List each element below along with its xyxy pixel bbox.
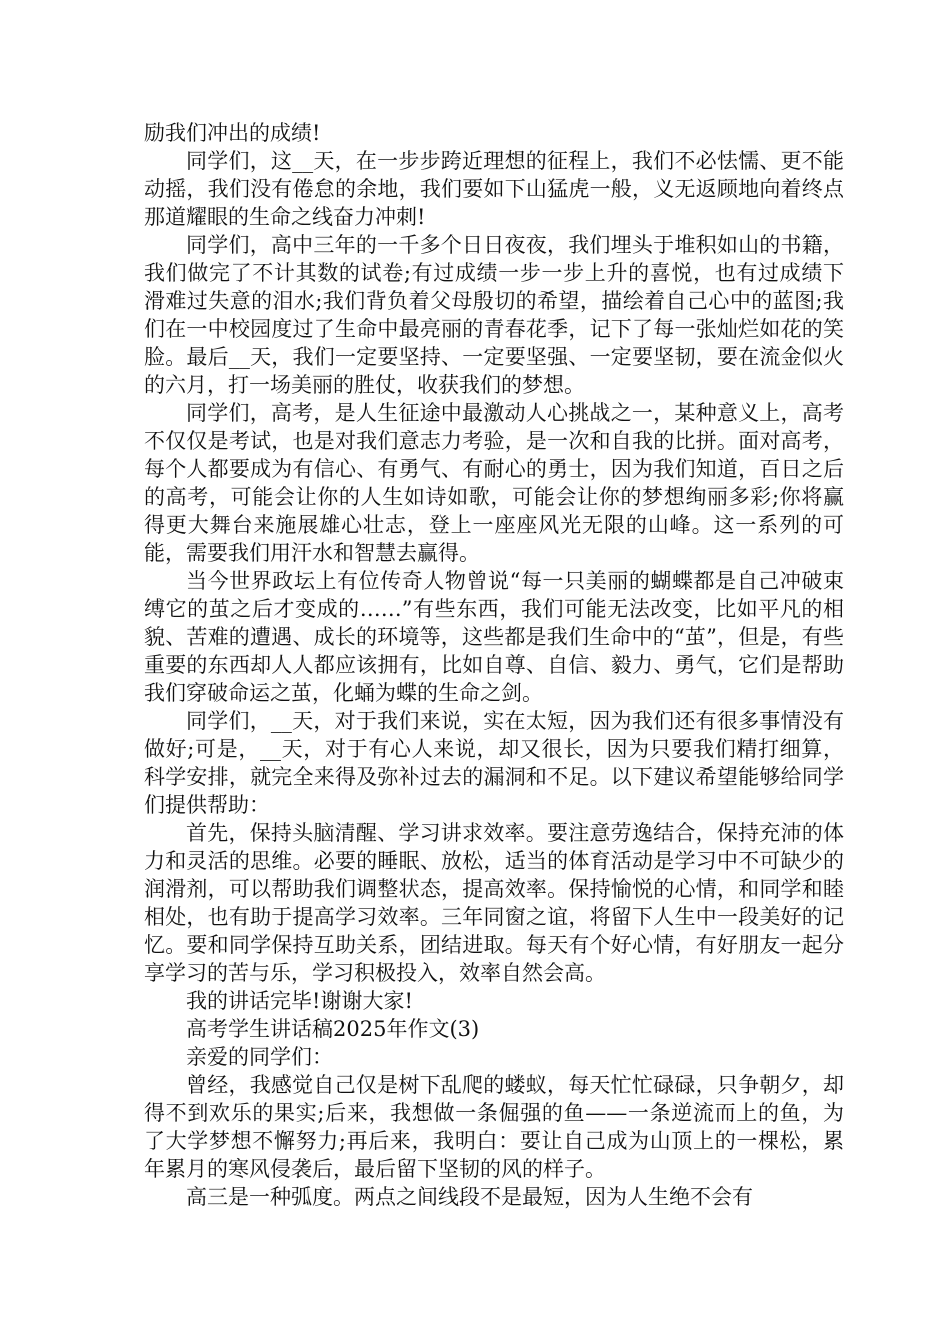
document-body	[144, 119, 844, 1211]
paragraph-2: 同学们，这__天，在一步步跨近理想的征程上，我们不必怯懦、更不能动摇，我们没有倦怠的余地，我们要如下山猛虎一般，义无返顾地向着终点那道耀眼的生命之线奋力冲刺!	[144, 149, 844, 229]
paragraph-1: 励我们冲出的成绩!	[144, 121, 321, 145]
paragraph-5: 当今世界政坛上有位传奇人物曾说“每一只美丽的蝴蝶都是自己冲破束缚它的茧之后才变成的……”有些东西，我们可能无法改变，比如平凡的相貌、苦难的遭遇、成长的环境等，这些都是我们生命中的“茧”，但是，有些重要的东西却人人都应该拥有，比如自尊、自信、毅力、勇气，它们是帮助我们穿破命运之茧，化蛹为蝶的生命之剑。	[144, 569, 844, 705]
section-title: 高考学生讲话稿2025年作文(3)	[186, 1017, 480, 1041]
paragraph-12: 高三是一种弧度。两点之间线段不是最短，因为人生绝不会有	[186, 1185, 753, 1209]
paragraph-6: 同学们，__天，对于我们来说，实在太短，因为我们还有很多事情没有做好;可是，__天，对于有心人来说，却又很长，因为只要我们精打细算，科学安排，就完全来得及弥补过去的漏洞和不足。以下建议希望能够给同学们提供帮助：	[144, 709, 844, 817]
paragraph-11: 曾经，我感觉自己仅是树下乱爬的蝼蚁，每天忙忙碌碌，只争朝夕，却得不到欢乐的果实;后来，我想做一条倔强的鱼——一条逆流而上的鱼，为了大学梦想不懈努力;再后来，我明白：要让自己成为山顶上的一棵松，累年累月的寒风侵袭后，最后留下坚韧的风的样子。	[144, 1073, 844, 1181]
paragraph-4: 同学们，高考，是人生征途中最激动人心挑战之一，某种意义上，高考不仅仅是考试，也是对我们意志力考验，是一次和自我的比拼。面对高考，每个人都要成为有信心、有勇气、有耐心的勇士，因为我们知道，百日之后的高考，可能会让你的人生如诗如歌，可能会让你的梦想绚丽多彩;你将赢得更大舞台来施展雄心壮志，登上一座座风光无限的山峰。这一系列的可能，需要我们用汗水和智慧去赢得。	[144, 401, 844, 565]
salutation: 亲爱的同学们：	[186, 1045, 333, 1069]
closing-line: 我的讲话完毕!谢谢大家!	[186, 989, 413, 1013]
paragraph-7: 首先，保持头脑清醒、学习讲求效率。要注意劳逸结合，保持充沛的体力和灵活的思维。必要的睡眠、放松，适当的体育活动是学习中不可缺少的润滑剂，可以帮助我们调整状态，提高效率。保持愉悦的心情，和同学和睦相处，也有助于提高学习效率。三年同窗之谊，将留下人生中一段美好的记忆。要和同学保持互助关系，团结进取。每天有个好心情，有好朋友一起分享学习的苦与乐，学习积极投入，效率自然会高。	[144, 821, 844, 985]
paragraph-3: 同学们，高中三年的一千多个日日夜夜，我们埋头于堆积如山的书籍，我们做完了不计其数的试卷;有过成绩一步一步上升的喜悦，也有过成绩下滑难过失意的泪水;我们背负着父母殷切的希望，描绘着自己心中的蓝图;我们在一中校园度过了生命中最亮丽的青春花季，记下了每一张灿烂如花的笑脸。最后__天，我们一定要坚持、一定要坚强、一定要坚韧，要在流金似火的六月，打一场美丽的胜仗，收获我们的梦想。	[144, 233, 844, 397]
